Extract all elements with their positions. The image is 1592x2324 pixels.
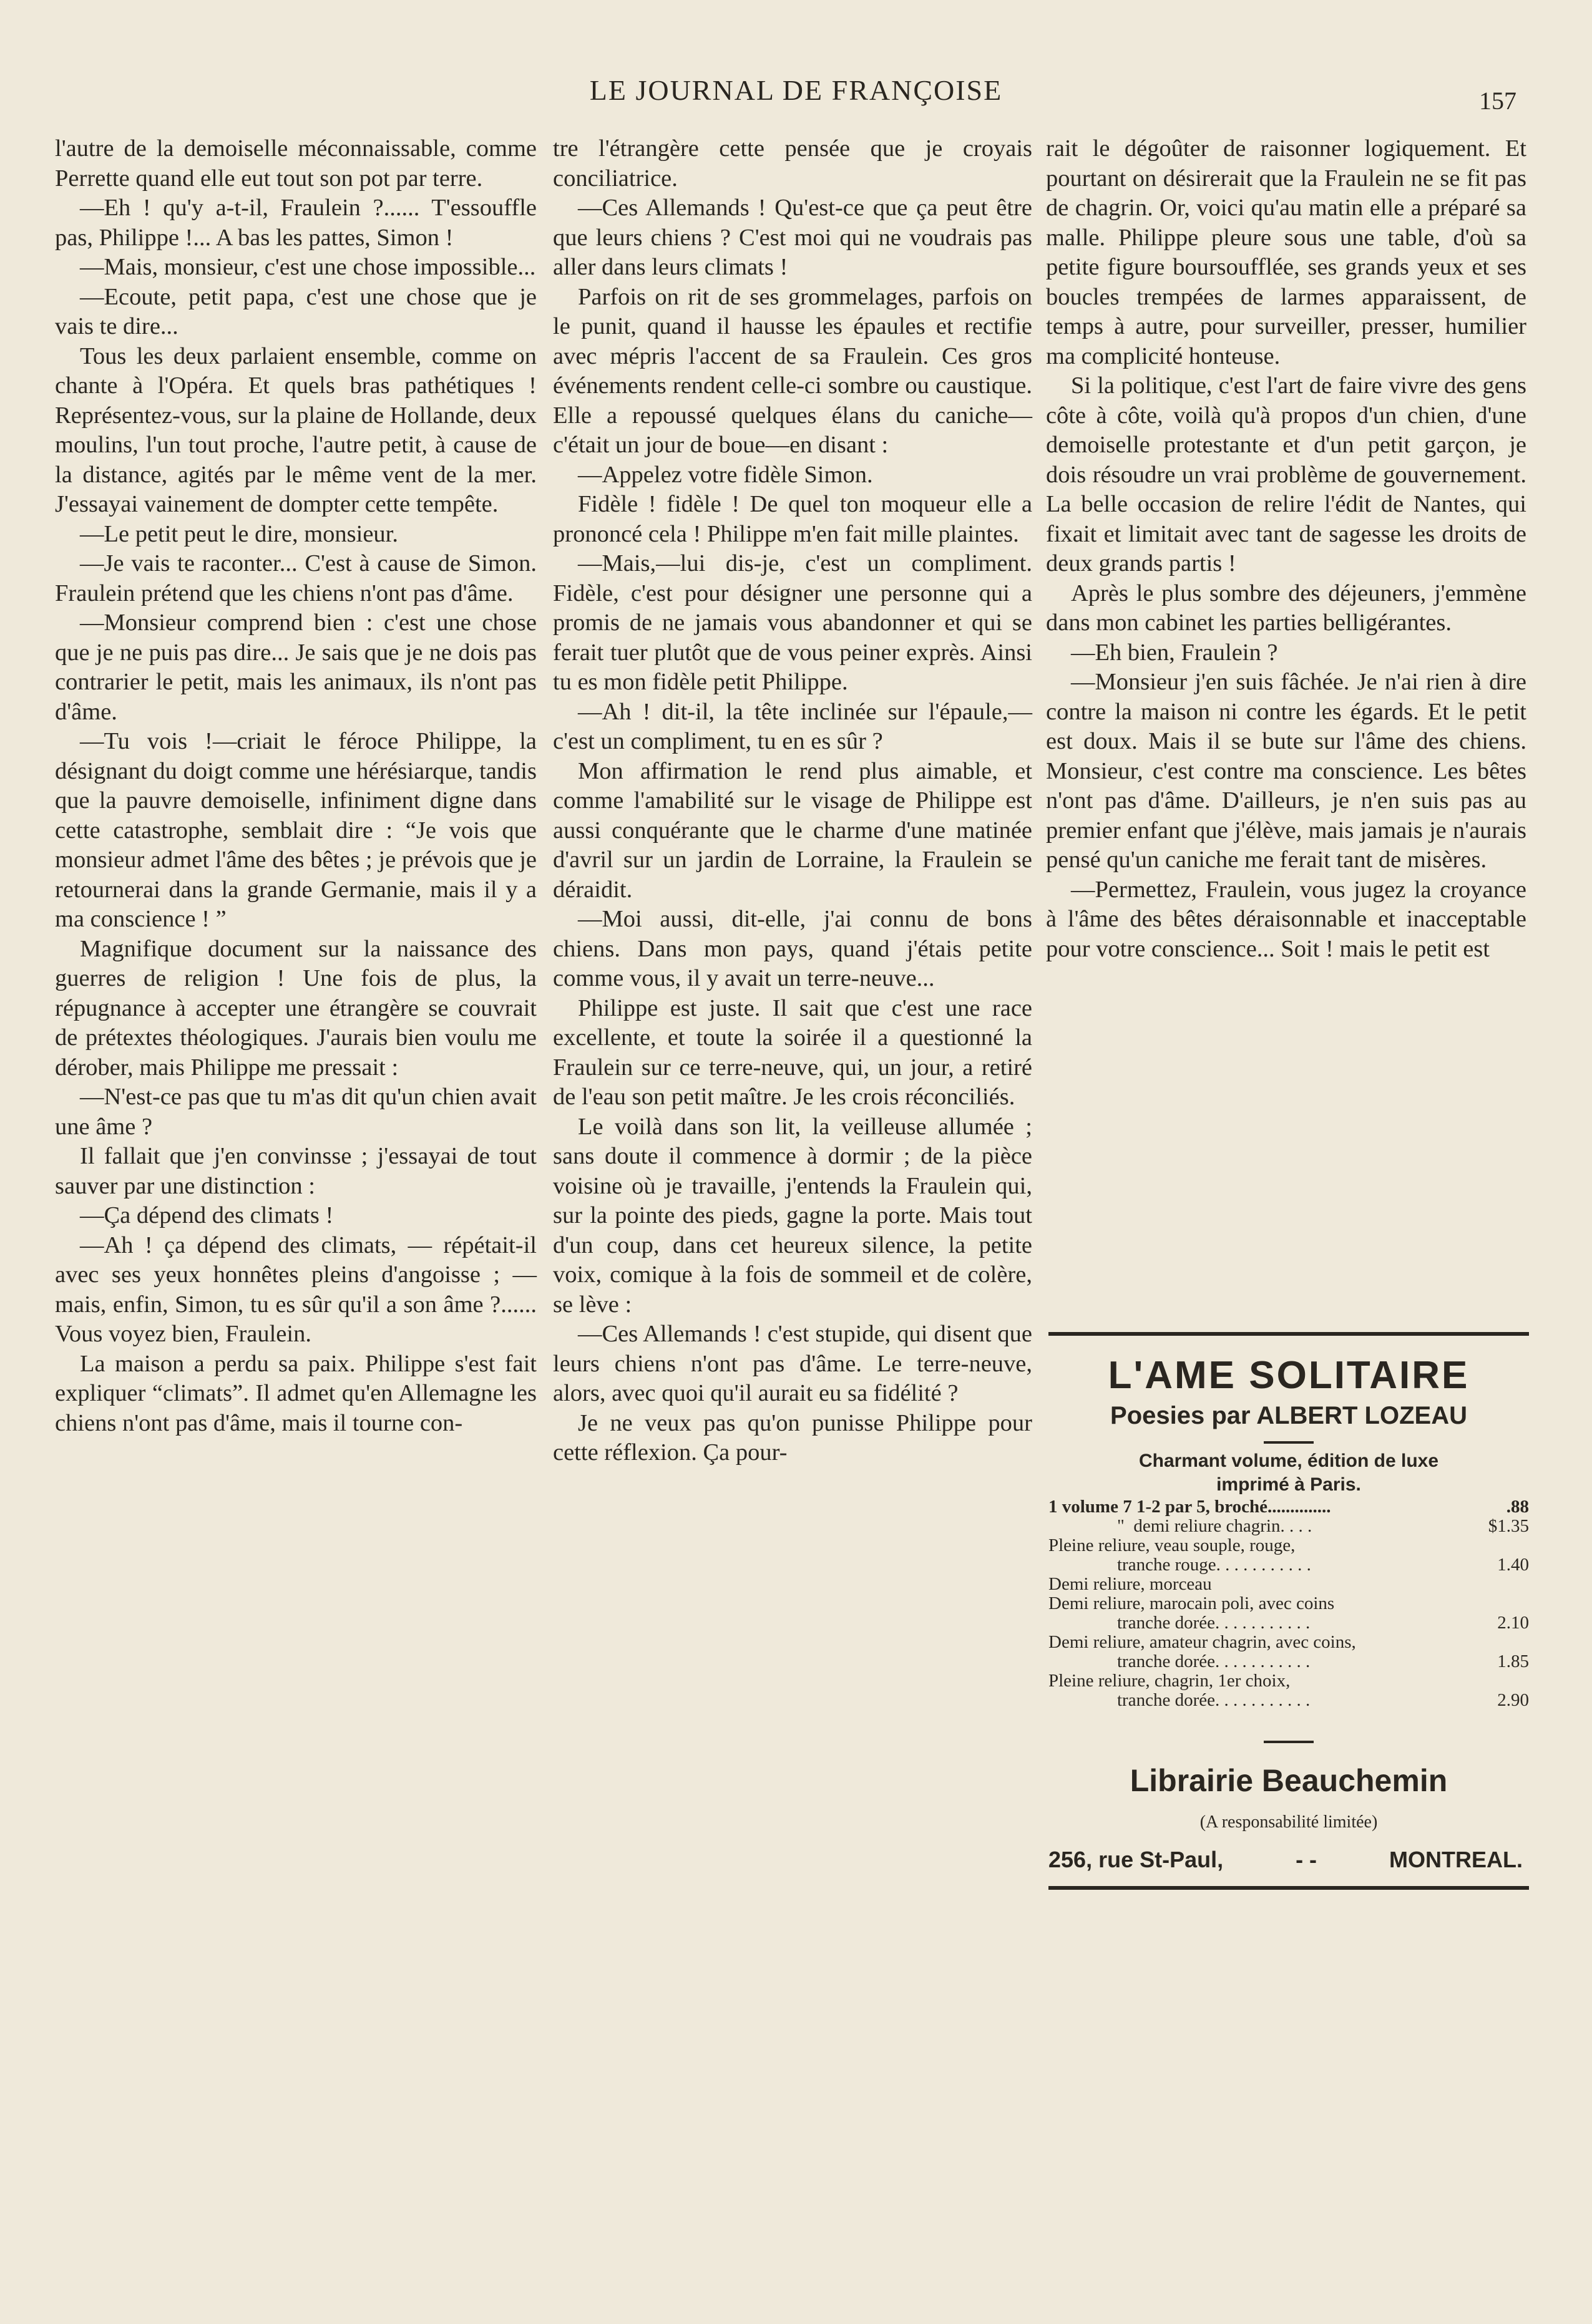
ad-street: 256, rue St-Paul,: [1048, 1847, 1224, 1872]
paragraph: rait le dégoûter de raisonner logiquement. Et pourtant on désirerait que la Fraulein ne se fit pas de chagrin. Or, voici qu'au matin elle a préparé sa malle. Philippe pleure sous une table, d'où sa petite figure boursoufflée, ses grands yeux et ses boucles trempées de larmes apparaissent, de temps à autre, pour surveiller, presser, humilier ma complicité honteuse.: [1046, 135, 1526, 369]
price-row: tranche dorée. . . . . . . . . . . 2.10: [1117, 1613, 1529, 1633]
page-header-title: LE JOURNAL DE FRANÇOISE: [589, 74, 1003, 106]
price-row: Pleine reliure, veau souple, rouge,: [1048, 1535, 1296, 1555]
ad-subtitle: Poesies par ALBERT LOZEAU: [1110, 1402, 1467, 1429]
paragraph: Tous les deux parlaient ensemble, comme on chante à l'Opéra. Et quels bras pathétiques ! Représentez-vous, sur la plaine de Hollande, deux moulins, l'un tout proche, l'autre petit, à cause de la distance, agités par le même vent de la mer. J'essayai vainement de dompter cette tempête.: [55, 343, 537, 517]
price-row: tranche dorée. . . . . . . . . . . 1.85: [1117, 1651, 1529, 1671]
paragraph: —Ah ! dit-il, la tête inclinée sur l'épaule,—c'est un compliment, tu en es sûr ?: [553, 698, 1032, 754]
paragraph: Il fallait que j'en convinsse ; j'essayai de tout sauver par une distinction :: [55, 1143, 537, 1199]
text-column-1: [55, 134, 537, 1438]
paragraph: Le voilà dans son lit, la veilleuse allumée ; sans doute il commence à dormir ; de la pièce voisine où je travaille, j'entends la Fraulein qui, sur la pointe des pieds, gagne la porte. Mais tout d'un coup, dans cet heureux silence, la petite voix, comique à la fois de sommeil et de colère, se lève :: [553, 1113, 1032, 1318]
paragraph: Magnifique document sur la naissance des guerres de religion ! Une fois de plus, la répugnance à accepter une étrangère se couvrait de prétextes théologiques. J'aurais bien voulu me dérober, mais Philippe me pressait :: [55, 935, 537, 1081]
paragraph: —Monsieur j'en suis fâchée. Je n'ai rien à dire contre la maison ni contre les égards. Et le petit est doux. Mais il se bute sur l'âme des chiens. Monsieur, c'est contre ma conscience. Les bêtes n'ont pas d'âme. D'ailleurs, je n'en suis pas au premier enfant que j'élève, mais jamais je n'aurais pensé qu'un caniche me ferait tant de misères.: [1046, 669, 1526, 873]
paragraph: Après le plus sombre des déjeuners, j'emmène dans mon cabinet les parties belligérantes.: [1046, 580, 1526, 636]
ad-divider: [1264, 1441, 1314, 1444]
ad-title: L'AME SOLITAIRE: [1108, 1354, 1470, 1397]
paragraph: —Ces Allemands ! Qu'est-ce que ça peut être que leurs chiens ? C'est moi qui ne voudrais pas aller dans leurs climats !: [553, 195, 1032, 280]
text-column-2: [553, 134, 1032, 1468]
price-row: " demi reliure chagrin. . . . $1.35: [1117, 1516, 1529, 1536]
paragraph: —Tu vois !—criait le féroce Philippe, la désignant du doigt comme une hérésiarque, tandis que la pauvre demoiselle, infiniment digne dans cette catastrophe, semblait dire : “Je vois que monsieur admet l'âme des bêtes ; je prévois que je retournerai dans la grande Germanie, mais il y a ma conscience ! ”: [55, 728, 537, 932]
paragraph: —Moi aussi, dit-elle, j'ai connu de bons chiens. Dans mon pays, quand j'étais petite comme vous, il y avait un terre-neuve...: [553, 906, 1032, 991]
price-row: Demi reliure, amateur chagrin, avec coins,: [1048, 1632, 1356, 1652]
ad-top-rule: [1048, 1332, 1529, 1336]
paragraph: —Permettez, Fraulein, vous jugez la croyance à l'âme des bêtes déraisonnable et inacceptable pour votre conscience... Soit ! mais le petit est: [1046, 876, 1526, 962]
price-row: Pleine reliure, chagrin, 1er choix,: [1048, 1671, 1291, 1691]
paragraph: —Eh bien, Fraulein ?: [1071, 639, 1278, 666]
paragraph: —Monsieur comprend bien : c'est une chose que je ne puis pas dire... Je sais que je ne dois pas contrarier le petit, mais les animaux, ils n'ont pas d'âme.: [55, 610, 537, 725]
paragraph: —Mais, monsieur, c'est une chose impossible...: [80, 254, 536, 280]
paragraph: tre l'étrangère cette pensée que je croyais conciliatrice.: [553, 135, 1032, 192]
page-number: 157: [1479, 87, 1516, 115]
price-row: tranche dorée. . . . . . . . . . . 2.90: [1117, 1690, 1529, 1710]
paragraph: —Mais,—lui dis-je, c'est un compliment. Fidèle, c'est pour désigner une personne qui a promis de ne jamais vous abandonner et qui se ferait tuer plutôt que de vous peiner exprès. Ainsi tu es mon fidèle petit Philippe.: [553, 550, 1032, 695]
paragraph: La maison a perdu sa paix. Philippe s'est fait expliquer “climats”. Il admet qu'en Allemagne les chiens n'ont pas d'âme, mais il tourne con-: [55, 1350, 537, 1436]
paragraph: —N'est-ce pas que tu m'as dit qu'un chien avait une âme ?: [55, 1084, 537, 1140]
price-row: 1 volume 7 1-2 par 5, broché.............. .88: [1048, 1497, 1529, 1517]
paragraph: Je ne veux pas qu'on punisse Philippe pour cette réflexion. Ça pour-: [553, 1409, 1032, 1466]
paragraph: —Je vais te raconter... C'est à cause de Simon. Fraulein prétend que les chiens n'ont pas d'âme.: [55, 550, 537, 606]
paragraph: Parfois on rit de ses grommelages, parfois on le punit, quand il hausse les épaules et rectifie avec mépris l'accent de sa Fraulein. Ces gros événements rendent celle-ci sombre ou caustique. Elle a repoussé quelques élans du caniche—c'était un jour de boue—en disant :: [553, 283, 1032, 458]
ad-address: [1048, 1847, 1523, 1873]
ad-description: [1048, 1449, 1529, 1497]
paragraph: Philippe est juste. Il sait que c'est une race excellente, et toute la soirée il a questionné la Fraulein sur ce terre-neuve, qui, un jour, a retiré de l'eau son petit maître. Je les crois réconciliés.: [553, 994, 1032, 1110]
advertisement-box: [1048, 1332, 1529, 2324]
paragraph: —Ecoute, petit papa, c'est une chose que je vais te dire...: [55, 283, 537, 339]
ad-divider: [1264, 1741, 1314, 1743]
ad-bottom-rule: [1048, 1886, 1529, 1890]
paragraph: —Ah ! ça dépend des climats, — répétait-il avec ses yeux honnêtes pleins d'angoisse ; — mais, enfin, Simon, tu es sûr qu'il a son âme ?...... Vous voyez bien, Fraulein.: [55, 1232, 537, 1347]
paragraph: Fidèle ! fidèle ! De quel ton moqueur elle a prononcé cela ! Philippe m'en fait mille plaintes.: [553, 491, 1032, 547]
price-row: tranche rouge. . . . . . . . . . . 1.40: [1117, 1555, 1529, 1575]
paragraph: Si la politique, c'est l'art de faire vivre des gens côte à côte, voilà qu'à propos d'un chien, d'une demoiselle protestante et d'un petit garçon, je dois résoudre un vrai problème de gouvernement. La belle occasion de relire l'édit de Nantes, qui fixait et limitait avec tant de sagesse les droits de deux grands partis !: [1046, 372, 1526, 576]
ad-publisher-note: (A responsabilité limitée): [1199, 1812, 1378, 1832]
paragraph: —Le petit peut le dire, monsieur.: [80, 520, 398, 547]
price-row: Demi reliure, morceau: [1048, 1574, 1212, 1594]
ad-publisher: Librairie Beauchemin: [1130, 1763, 1448, 1798]
paragraph: l'autre de la demoiselle méconnaissable, comme Perrette quand elle eut tout son pot par terre.: [55, 135, 537, 192]
ad-description-line-1: Charmant volume, édition de luxe: [1138, 1451, 1439, 1471]
ad-city: MONTREAL.: [1389, 1847, 1523, 1872]
paragraph: —Ça dépend des climats !: [80, 1202, 334, 1228]
paragraph: —Appelez votre fidèle Simon.: [578, 461, 873, 488]
ad-address-separator: - -: [1296, 1847, 1317, 1872]
text-column-3: [1046, 134, 1526, 964]
paragraph: Mon affirmation le rend plus aimable, et comme l'amabilité sur le visage de Philippe est aussi conquérante que le charme d'une matinée d'avril sur un jardin de Lorraine, la Fraulein se déraidit.: [553, 757, 1032, 903]
ad-description-line-2: imprimé à Paris.: [1216, 1474, 1361, 1495]
paragraph: —Eh ! qu'y a-t-il, Fraulein ?...... T'essouffle pas, Philippe !... A bas les pattes, Simon !: [55, 195, 537, 251]
price-list: [1048, 1497, 1529, 1710]
price-row: Demi reliure, marocain poli, avec coins: [1048, 1593, 1335, 1613]
paragraph: —Ces Allemands ! c'est stupide, qui disent que leurs chiens n'ont pas d'âme. Le terre-neuve, alors, avec quoi qu'il aurait eu sa fidélité ?: [553, 1321, 1032, 1406]
